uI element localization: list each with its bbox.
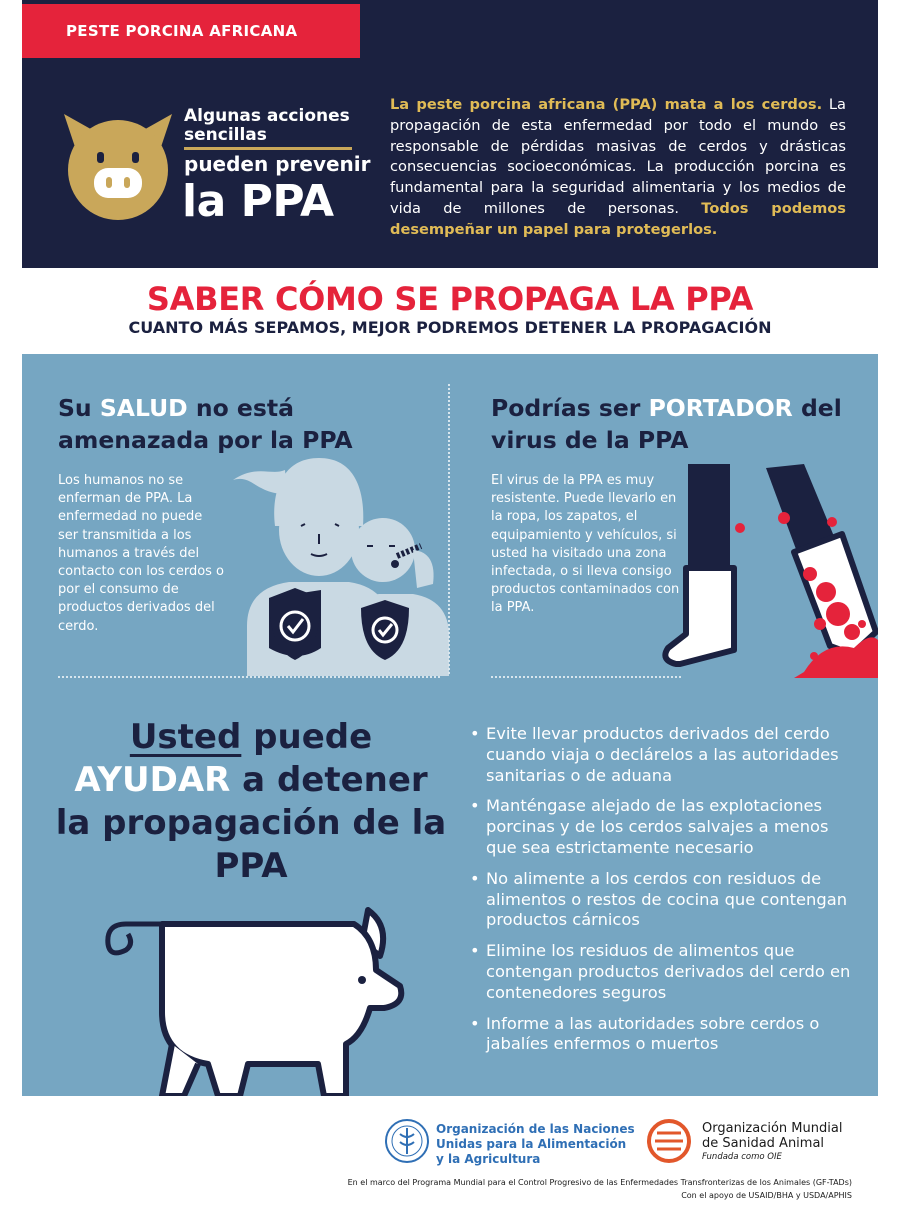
- list-item: • No alimente a los cerdos con residuos de alimentos o restos de cocina que contengan productos cárnicos: [470, 869, 862, 931]
- carrier-emphasis: PORTADOR: [648, 394, 793, 422]
- header: [22, 0, 878, 268]
- oie-name: Organización Mundial de Sanidad Animal Fundada como OIE: [702, 1121, 843, 1162]
- list-item: • Evite llevar productos derivados del cerdo cuando viaja o declárelos a las autoridades sanitarias o de aduana: [470, 724, 862, 786]
- help-emphasis: AYUDAR: [74, 760, 231, 800]
- tagline-line-3: la PPA: [182, 176, 334, 227]
- fao-name: Organización de las Naciones Unidas para la Alimentación y la Agricultura: [436, 1122, 635, 1166]
- pig-icon: [100, 904, 410, 1096]
- intro-paragraph: [390, 95, 846, 241]
- list-item: • Manténgase alejado de las explotaciones porcinas y de los cerdos salvajes a menos que sea estrictamente necesario: [470, 796, 862, 858]
- right-divider: [491, 676, 681, 678]
- intro-lead: La peste porcina africana (PPA) mata a los cerdos.: [390, 96, 823, 113]
- health-emphasis: SALUD: [99, 394, 188, 422]
- tagline-line-1: Algunas acciones sencillas: [184, 106, 350, 145]
- sub-title: CUANTO MÁS SEPAMOS, MEJOR PODREMOS DETENER LA PROPAGACIÓN: [128, 318, 772, 337]
- oie-logo-icon: [646, 1118, 692, 1164]
- column-divider: [448, 384, 450, 674]
- fao-logo-icon: [384, 1118, 430, 1164]
- left-divider: [58, 676, 440, 678]
- health-text: Los humanos no se enferman de PPA. La enfermedad no puede ser transmitida a los humanos a través del contacto con los cerdos o por el consumo de productos derivados del cerdo.: [58, 473, 225, 634]
- list-item: • Informe a las autoridades sobre cerdos o jabalíes enfermos o muertos: [470, 1014, 862, 1056]
- info-section: [22, 354, 878, 1096]
- category-tag: PESTE PORCINA AFRICANA: [22, 4, 360, 58]
- people-shield-illustration: [227, 454, 452, 676]
- contaminated-boots-illustration: [654, 464, 878, 678]
- footer: [22, 1096, 878, 1208]
- health-heading: Su SALUD no está amenazada por la PPA: [58, 394, 353, 454]
- help-you: Usted: [129, 717, 242, 757]
- help-heading: Usted puede AYUDAR a detener la propagación de la PPA: [55, 717, 447, 886]
- intro-close: Todos podemos desempeñar un papel para protegerlos.: [390, 199, 846, 238]
- list-item: • Elimine los residuos de alimentos que contengan productos derivados del cerdo en contenedores seguros: [470, 941, 862, 1003]
- poster: [22, 0, 878, 1208]
- tagline-line-2: pueden prevenir: [184, 152, 371, 176]
- pig-head-icon: [56, 104, 180, 224]
- carrier-text: El virus de la PPA es muy resistente. Puede llevarlo en la ropa, los zapatos, el equipamiento y vehículos, si usted ha visitado una zona infectada, o si lleva consigo productos contaminados con la PPA.: [491, 473, 680, 616]
- main-title: SABER CÓMO SE PROPAGA LA PPA: [146, 280, 754, 318]
- intro-body: La propagación de esta enfermedad por todo el mundo es responsable de pérdidas masivas de cerdos y drásticas consecuencias socioeconómicas. La producción porcina es fundamental para la seguridad alimentaria y los medios de vida de millones de personas.: [390, 96, 846, 217]
- carrier-heading: Podrías ser PORTADOR del virus de la PPA: [491, 394, 842, 454]
- footer-note: En el marco del Programa Mundial para el Control Progresivo de las Enfermedades Transfronterizas de los Animales (GF-TADs) Con el apoyo de USAID/BHA y USDA/APHIS: [347, 1178, 852, 1200]
- tagline-divider: [184, 147, 352, 150]
- action-list: [470, 724, 862, 1065]
- title-band: [22, 268, 878, 354]
